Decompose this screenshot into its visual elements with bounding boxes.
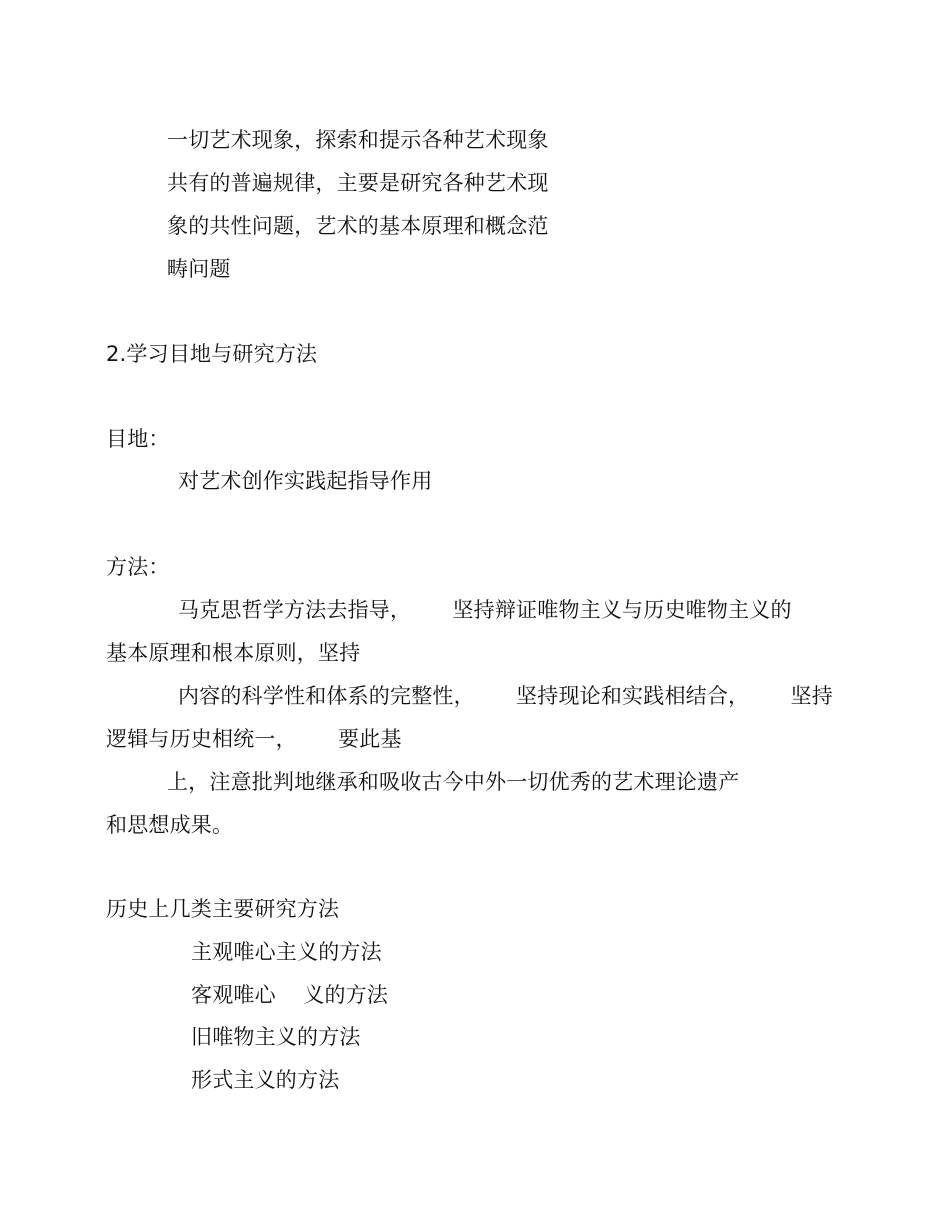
history-item-3: 旧唯物主义的方法	[191, 1025, 361, 1049]
history-item-2: 客观唯心 义的方法	[191, 983, 389, 1007]
method-line-3: 内容的科学性和体系的完整性， 坚持现论和实践相结合， 坚持	[178, 684, 833, 708]
method-label: 方法：	[106, 555, 170, 579]
method-line-6: 和思想成果。	[106, 813, 234, 837]
history-item-1: 主观唯心主义的方法	[191, 940, 382, 964]
purpose-label: 目地：	[106, 427, 170, 451]
method-line-2: 基本原理和根本原则，坚持	[106, 641, 361, 665]
history-item-4: 形式主义的方法	[191, 1068, 340, 1092]
intro-line-1: 一切艺术现象，探索和提示各种艺术现象	[167, 128, 549, 152]
intro-line-3: 象的共性问题，艺术的基本原理和概念范	[167, 214, 549, 238]
method-line-5: 上，注意批判地继承和吸收古今中外一切优秀的艺术理论遗产	[167, 770, 740, 794]
purpose-text: 对艺术创作实践起指导作用	[178, 469, 433, 493]
method-line-4: 逻辑与历史相统一， 要此基	[106, 727, 402, 751]
history-heading: 历史上几类主要研究方法	[106, 897, 340, 921]
section-heading: 2.学习目地与研究方法	[106, 342, 318, 366]
intro-line-4: 畴问题	[167, 257, 231, 281]
method-line-1: 马克思哲学方法去指导， 坚持辩证唯物主义与历史唯物主义的	[178, 598, 792, 622]
intro-line-2: 共有的普遍规律，主要是研究各种艺术现	[167, 171, 549, 195]
